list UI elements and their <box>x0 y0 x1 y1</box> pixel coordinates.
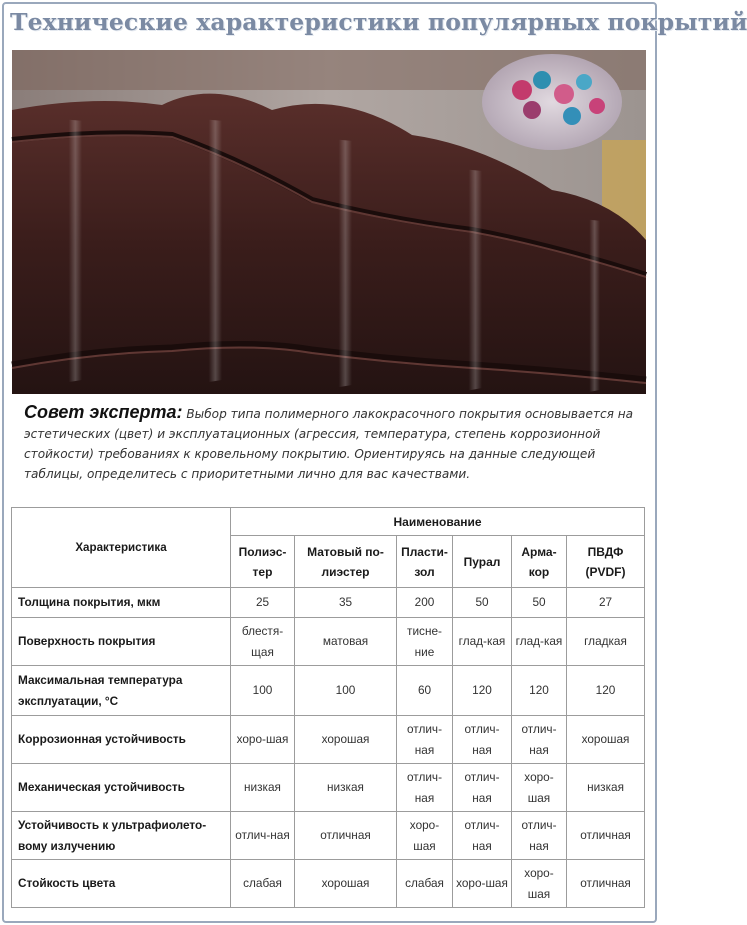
table-row <box>12 812 645 860</box>
table-cell: отлич-ная <box>397 764 453 812</box>
table-row <box>12 764 645 812</box>
table-cell: хоро-шая <box>512 860 567 908</box>
column-header: ПВДФ (PVDF) <box>567 536 645 588</box>
table-cell: отличная <box>567 860 645 908</box>
table-cell: 100 <box>231 666 295 716</box>
table-cell: 27 <box>567 588 645 618</box>
advice-lead: Совет эксперта: <box>24 402 183 422</box>
table-cell: низкая <box>295 764 397 812</box>
row-label: Толщина покрытия, мкм <box>12 588 231 618</box>
row-label: Механическая устойчивость <box>12 764 231 812</box>
row-label: Коррозионная устойчивость <box>12 716 231 764</box>
table-cell: матовая <box>295 618 397 666</box>
table-cell: хоро-шая <box>512 764 567 812</box>
table-cell: отличная <box>295 812 397 860</box>
column-header: Арма-кор <box>512 536 567 588</box>
expert-advice <box>24 402 644 484</box>
table-cell: отлич-ная <box>512 812 567 860</box>
table-cell: 120 <box>567 666 645 716</box>
table-cell: 50 <box>512 588 567 618</box>
roof-photo <box>12 50 646 394</box>
row-label: Стойкость цвета <box>12 860 231 908</box>
column-header: Пурал <box>453 536 512 588</box>
table-cell: глад-кая <box>453 618 512 666</box>
coatings-table <box>11 507 645 908</box>
table-cell: отлич-ная <box>512 716 567 764</box>
table-cell: хорошая <box>567 716 645 764</box>
table-cell: отлич-ная <box>453 812 512 860</box>
name-header: Наименование <box>231 508 645 536</box>
row-label: Максимальная температура эксплуатации, °С <box>12 666 231 716</box>
table-cell: хорошая <box>295 716 397 764</box>
table-cell: низкая <box>231 764 295 812</box>
table-cell: 200 <box>397 588 453 618</box>
table-cell: тисне-ние <box>397 618 453 666</box>
table-cell: слабая <box>397 860 453 908</box>
table-cell: низкая <box>567 764 645 812</box>
table-cell: 35 <box>295 588 397 618</box>
table-cell: гладкая <box>567 618 645 666</box>
table-cell: слабая <box>231 860 295 908</box>
table-cell: отлич-ная <box>453 716 512 764</box>
advice-body: Выбор типа полимерного лакокрасочного покрытия основывается на эстетических (цвет) и эксплуатационных (агрессия, температура, степень коррозионной стойкости) требованиях к кровельному покрытию. Ориентируясь на данные следующей таблицы, определитесь с приоритетными лично для вас качествами. <box>24 407 634 481</box>
table-cell: хоро-шая <box>231 716 295 764</box>
table-cell: отличная <box>567 812 645 860</box>
table-cell: 120 <box>453 666 512 716</box>
table-row <box>12 618 645 666</box>
table-cell: отлич-ная <box>397 716 453 764</box>
table-cell: хорошая <box>295 860 397 908</box>
column-header: Пласти-зол <box>397 536 453 588</box>
table-cell: 50 <box>453 588 512 618</box>
table-cell: отлич-ная <box>453 764 512 812</box>
table-row <box>12 666 645 716</box>
table-cell: хоро-шая <box>453 860 512 908</box>
table-cell: 100 <box>295 666 397 716</box>
column-header: Матовый по-лиэстер <box>295 536 397 588</box>
table-header-row <box>12 508 645 536</box>
table-cell: 120 <box>512 666 567 716</box>
table-row <box>12 588 645 618</box>
table-cell: отлич-ная <box>231 812 295 860</box>
table-row <box>12 716 645 764</box>
column-header: Полиэс-тер <box>231 536 295 588</box>
table-cell: хоро-шая <box>397 812 453 860</box>
table-row <box>12 860 645 908</box>
row-label: Устойчивость к ультрафиолето-вому излучению <box>12 812 231 860</box>
row-label: Поверхность покрытия <box>12 618 231 666</box>
characteristic-header: Характеристика <box>12 508 231 588</box>
table-cell: блестя-щая <box>231 618 295 666</box>
table-cell: 25 <box>231 588 295 618</box>
page-title: Технические характеристики популярных покрытий <box>10 8 747 36</box>
table-cell: глад-кая <box>512 618 567 666</box>
table-cell: 60 <box>397 666 453 716</box>
